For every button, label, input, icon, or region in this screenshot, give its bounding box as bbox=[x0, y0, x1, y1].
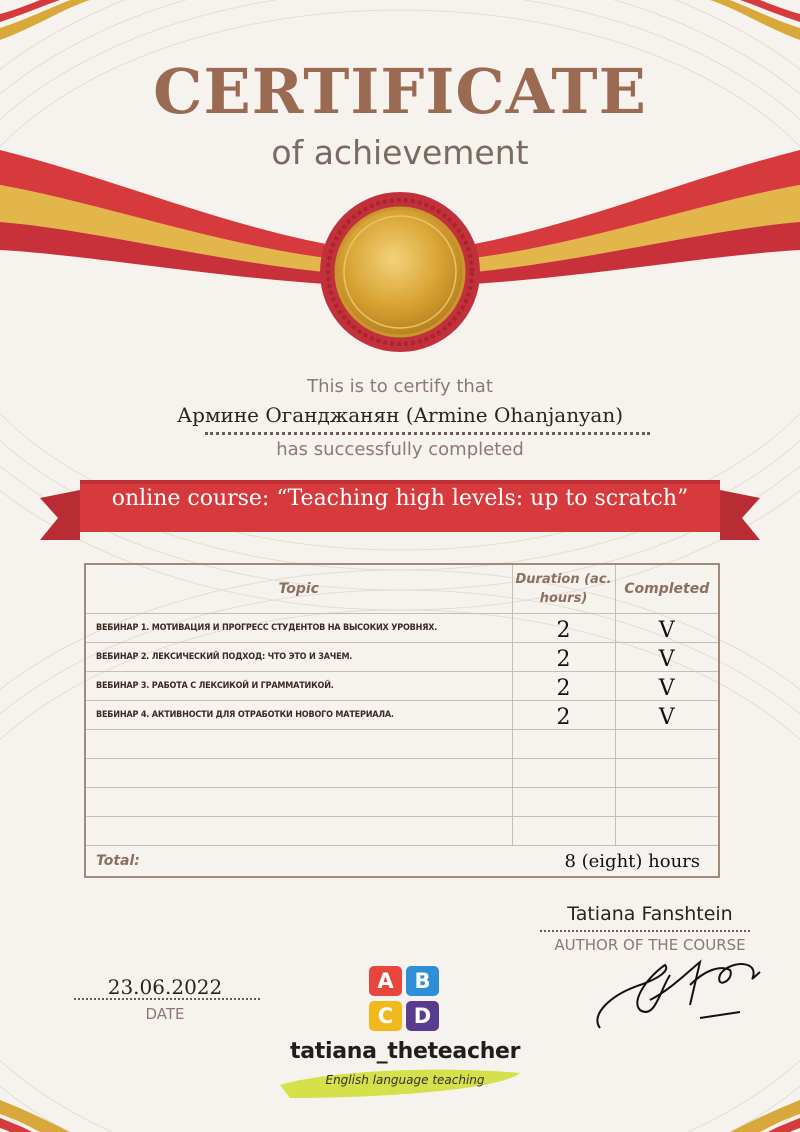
completed-cell bbox=[615, 730, 719, 759]
completed-cell: V bbox=[615, 643, 719, 672]
topic-cell: ВЕБИНАР 3. РАБОТА С ЛЕКСИКОЙ И ГРАММАТИКОЙ. bbox=[85, 672, 512, 701]
topic-cell bbox=[85, 759, 512, 788]
duration-cell: 2 bbox=[512, 701, 615, 730]
topic-cell: ВЕБИНАР 2. ЛЕКСИЧЕСКИЙ ПОДХОД: ЧТО ЭТО И ЗАЧЕМ. bbox=[85, 643, 512, 672]
table-row bbox=[85, 643, 719, 672]
logo-letter-d: D bbox=[406, 1001, 439, 1031]
logo-letter-b: B bbox=[406, 966, 439, 996]
topics-table bbox=[84, 563, 720, 878]
topic-cell bbox=[85, 788, 512, 817]
course-name: online course: “Teaching high levels: up to scratch” bbox=[111, 486, 689, 511]
table-row bbox=[85, 672, 719, 701]
author-role: AUTHOR OF THE COURSE bbox=[554, 936, 746, 954]
table-row bbox=[85, 817, 719, 846]
total-label: Total: bbox=[85, 846, 512, 878]
duration-cell: 2 bbox=[512, 643, 615, 672]
date-label: DATE bbox=[145, 1005, 185, 1023]
duration-cell: 2 bbox=[512, 672, 615, 701]
completed-cell: V bbox=[615, 701, 719, 730]
logo-letter-a: A bbox=[369, 966, 402, 996]
completed-cell bbox=[615, 759, 719, 788]
duration-cell bbox=[512, 788, 615, 817]
author-underline bbox=[540, 930, 750, 932]
table-row bbox=[85, 701, 719, 730]
duration-cell bbox=[512, 730, 615, 759]
header-duration: Duration (ac. hours) bbox=[512, 564, 615, 614]
abcd-logo bbox=[369, 966, 441, 1032]
completed-cell: V bbox=[615, 672, 719, 701]
duration-cell bbox=[512, 817, 615, 846]
logo-letter-c: C bbox=[369, 1001, 402, 1031]
total-value: 8 (eight) hours bbox=[512, 846, 719, 878]
brand-name: tatiana_theteacher bbox=[290, 1039, 521, 1064]
topic-cell: ВЕБИНАР 4. АКТИВНОСТИ ДЛЯ ОТРАБОТКИ НОВОГО МАТЕРИАЛА. bbox=[85, 701, 512, 730]
table-row bbox=[85, 788, 719, 817]
duration-cell bbox=[512, 759, 615, 788]
completed-cell: V bbox=[615, 614, 719, 643]
table-row bbox=[85, 614, 719, 643]
topic-cell bbox=[85, 730, 512, 759]
gold-seal bbox=[320, 192, 480, 352]
completed-cell bbox=[615, 788, 719, 817]
topic-cell bbox=[85, 817, 512, 846]
table-row bbox=[85, 730, 719, 759]
author-name: Tatiana Fanshtein bbox=[567, 903, 733, 925]
certificate-title: CERTIFICATE bbox=[153, 55, 647, 128]
certify-text: This is to certify that bbox=[307, 376, 493, 397]
header-completed: Completed bbox=[615, 564, 719, 614]
topic-cell: ВЕБИНАР 1. МОТИВАЦИЯ И ПРОГРЕСС СТУДЕНТОВ НА ВЫСОКИХ УРОВНЯХ. bbox=[85, 614, 512, 643]
date-underline bbox=[74, 998, 260, 1000]
certificate-subtitle: of achievement bbox=[271, 133, 529, 172]
header-topic: Topic bbox=[85, 564, 512, 614]
table-row bbox=[85, 759, 719, 788]
date-value: 23.06.2022 bbox=[107, 975, 223, 999]
completed-cell bbox=[615, 817, 719, 846]
duration-cell: 2 bbox=[512, 614, 615, 643]
total-row bbox=[85, 846, 719, 878]
recipient-name: Армине Оганджанян (Armine Ohanjanyan) bbox=[177, 403, 623, 427]
recipient-underline bbox=[205, 432, 650, 435]
completed-text: has successfully completed bbox=[276, 439, 524, 460]
brand-tagline: English language teaching bbox=[325, 1073, 485, 1087]
